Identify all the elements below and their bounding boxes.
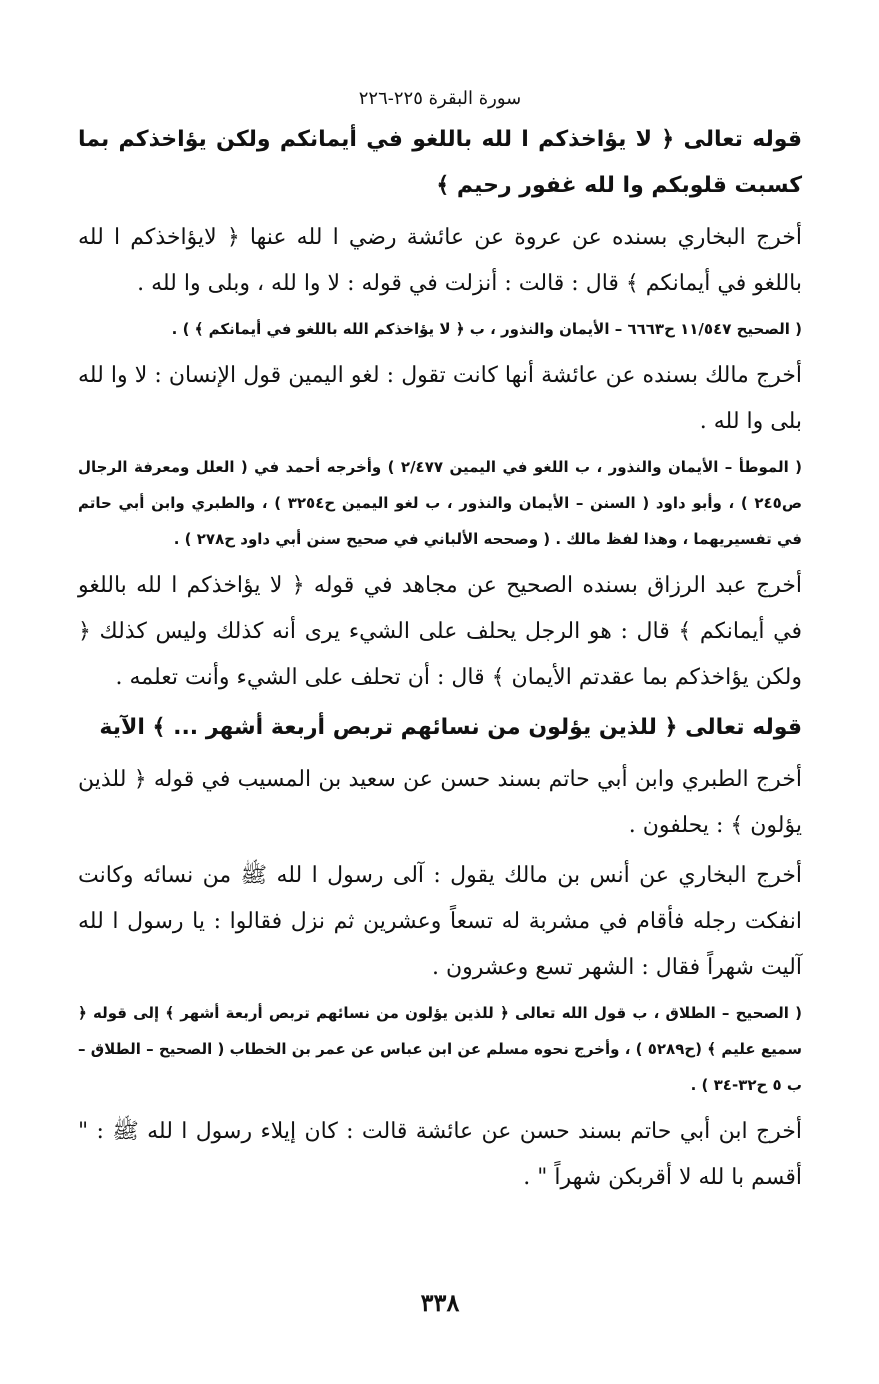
ref-muwatta: ( الموطأ – الأيمان والنذور ، ب اللغو في اليمين ٢/٤٧٧ ) وأخرجه أحمد في ( العلل ومعرفة الرجال ص٢٤٥ ) ، وأبو داود ( السنن – الأيمان والنذور ، ب لغو اليمين ح٣٢٥٤ ) ، والطبري وابن أبي حاتم في تفسيريهما ، وهذا لفظ مالك . ( وصححه الألباني في صحيح سنن أبي داود ح٢٧٨ ) . <box>78 458 802 548</box>
hadith-bukhari-aisha: أخرج البخاري بسنده عن عروة عن عائشة رضي ا لله عنها ﴿ لايؤاخذكم ا لله باللغو في أيمانكم ﴾ قال : قالت : أنزلت في قوله : لا وا لله ، وبلى وا لله . <box>78 225 802 296</box>
running-header: سورة البقرة ٢٢٥-٢٢٦ <box>358 88 522 109</box>
ref-sahih-bukhari: ( الصحيح ١١/٥٤٧ ح٦٦٦٣ – الأيمان والنذور ، ب ﴿ لا يؤاخذكم الله باللغو في أيمانكم ﴾ ) . <box>171 320 802 338</box>
hadith-malik-aisha: أخرج مالك بسنده عن عائشة أنها كانت تقول : لغو اليمين قول الإنسان : لا وا لله بلى وا لله . <box>78 363 802 434</box>
ref-sahih-talaq: ( الصحيح – الطلاق ، ب قول الله تعالى ﴿ للذين يؤلون من نسائهم تربص أربعة أشهر ﴾ إلى قوله ﴿ سميع عليم ﴾ (ح٥٢٨٩ ) ، وأخرج نحوه مسلم عن ابن عباس عن عمر بن الخطاب ( الصحيح – الطلاق – ب ٥ ح٣٢-٣٤ ) . <box>78 1004 802 1094</box>
verse-heading-225: قوله تعالى ﴿ لا يؤاخذكم ا لله باللغو في أيمانكم ولكن يؤاخذكم بما كسبت قلوبكم وا لله غفور رحيم ﴾ <box>78 127 802 198</box>
verse-heading-226: قوله تعالى ﴿ للذين يؤلون من نسائهم تربص أربعة أشهر ... ﴾ الآية <box>99 715 802 740</box>
hadith-tabari-ibnabihatim: أخرج الطبري وابن أبي حاتم بسند حسن عن سعيد بن المسيب في قوله ﴿ للذين يؤلون ﴾ : يحلفون . <box>78 767 802 838</box>
hadith-bukhari-anas: أخرج البخاري عن أنس بن مالك يقول : آلى رسول ا لله ﷺ من نسائه وكانت انفكت رجله فأقام في مشربة له تسعاً وعشرين ثم نزل فقالوا : يا رسول ا لله آليت شهراً فقال : الشهر تسع وعشرون . <box>78 863 802 980</box>
hadith-ibnabihatim-aisha: أخرج ابن أبي حاتم بسند حسن عن عائشة قالت : كان إيلاء رسول ا لله ﷺ : " أقسم با لله لا أقربكن شهراً " . <box>78 1119 802 1190</box>
page-number: ٣٣٨ <box>420 1288 460 1317</box>
book-page <box>78 88 802 1368</box>
hadith-abdulrazzaq-mujahid: أخرج عبد الرزاق بسنده الصحيح عن مجاهد في قوله ﴿ لا يؤاخذكم ا لله باللغو في أيمانكم ﴾ قال : هو الرجل يحلف على الشيء يرى أنه كذلك وليس كذلك ﴿ ولكن يؤاخذكم بما عقدتم الأيمان ﴾ قال : أن تحلف على الشيء وأنت تعلمه . <box>78 573 802 690</box>
